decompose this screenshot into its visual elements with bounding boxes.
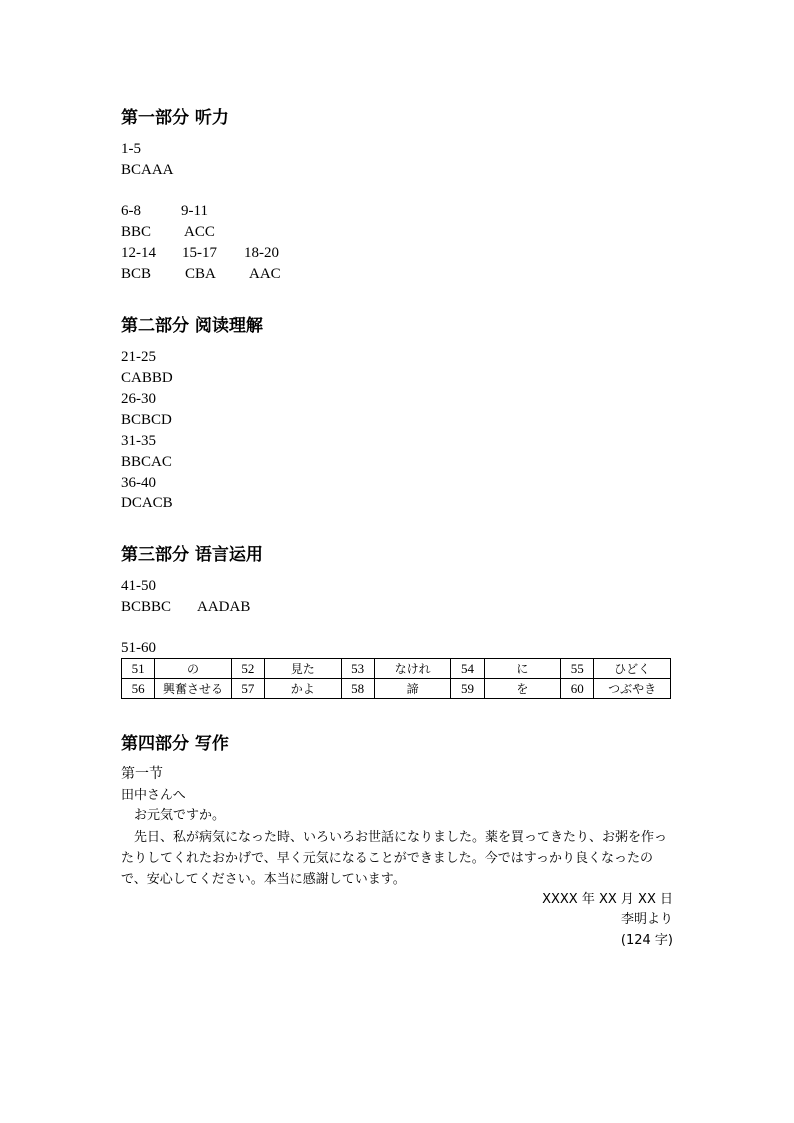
answers-26-30: BCBCD [121,412,172,428]
question-number: 57 [231,679,264,699]
table-row [122,659,671,679]
answers-18-20: AAC [249,266,281,282]
question-number: 59 [451,679,484,699]
answer-cell: に [484,659,561,679]
answer-table-51-60 [121,658,671,699]
part1-heading: 第一部分 听力 [121,108,229,128]
range-18-20: 18-20 [244,245,279,261]
range-41-50: 41-50 [121,578,156,594]
range-15-17: 15-17 [182,245,217,261]
answer-cell: ひどく [594,659,671,679]
part3-heading: 第三部分 语言运用 [121,545,263,565]
range-1-5: 1-5 [121,141,141,157]
range-31-35: 31-35 [121,433,156,449]
letter-body: 先日、私が病気になった時、いろいろお世話になりました。薬を買ってきたり、お粥を作ったりしてくれたおかげで、早く元気になることができました。今ではすっかり良くなったので、安心してください。本当に感謝しています。 [121,830,668,887]
answer-cell: なけれ [374,659,451,679]
table-row [122,679,671,699]
question-number: 60 [561,679,594,699]
answer-cell: かよ [265,679,342,699]
answer-cell: 興奮させる [155,679,232,699]
section-title: 第一节 [121,766,163,782]
answer-cell: を [484,679,561,699]
answers-15-17: CBA [185,266,216,282]
answers-1-5: BCAAA [121,162,174,178]
answers-9-11: ACC [184,224,215,240]
answers-21-25: CABBD [121,370,173,386]
range-21-25: 21-25 [121,349,156,365]
answers-12-14: BCB [121,266,152,282]
answers-6-8: BBC [121,224,152,240]
question-number: 55 [561,659,594,679]
word-count: (124 字) [620,933,673,948]
answers-46-50: AADAB [197,599,251,615]
question-number: 56 [122,679,155,699]
letter-greeting: お元気ですか。 [134,808,226,823]
range-9-11: 9-11 [181,203,208,219]
letter-salutation: 田中さんへ [121,788,186,803]
letter-date: XXXX 年 XX 月 XX 日 [542,892,673,907]
answer-cell: 見た [265,659,342,679]
question-number: 58 [341,679,374,699]
question-number: 54 [451,659,484,679]
answer-cell: 諦 [374,679,451,699]
answer-cell: つぶやき [594,679,671,699]
part4-heading: 第四部分 写作 [121,734,229,754]
answers-41-45: BCBBC [121,599,172,615]
answers-31-35: BBCAC [121,454,172,470]
range-51-60: 51-60 [121,640,156,656]
part2-heading: 第二部分 阅读理解 [121,316,263,336]
question-number: 52 [231,659,264,679]
range-26-30: 26-30 [121,391,156,407]
letter-signature: 李明より [620,912,673,927]
answers-36-40: DCACB [121,495,173,511]
question-number: 51 [122,659,155,679]
answer-cell: の [155,659,232,679]
range-36-40: 36-40 [121,475,156,491]
question-number: 53 [341,659,374,679]
range-12-14: 12-14 [121,245,156,261]
range-6-8: 6-8 [121,203,141,219]
